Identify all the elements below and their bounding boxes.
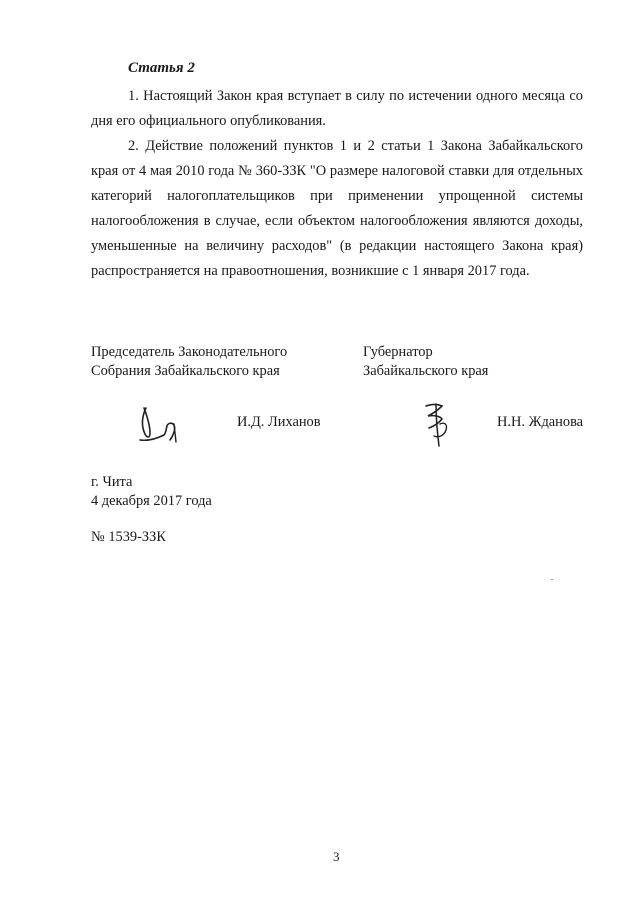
signing-date: 4 декабря 2017 года bbox=[91, 493, 212, 509]
law-number: № 1539-ЗЗК bbox=[91, 529, 166, 545]
chairman-title-line-2: Собрания Забайкальского края bbox=[91, 363, 280, 379]
place-date bbox=[91, 473, 212, 511]
article-paragraph-1: 1. Настоящий Закон края вступает в силу по истечении одного месяца со дня его официального опубликования. bbox=[91, 88, 583, 129]
governor-title-line-2: Забайкальского края bbox=[363, 363, 489, 379]
chairman-name: И.Д. Лиханов bbox=[237, 414, 321, 430]
page-number: 3 bbox=[333, 849, 340, 864]
governor-signature bbox=[420, 400, 456, 450]
article-heading: Статья 2 bbox=[128, 60, 195, 76]
governor-name: Н.Н. Жданова bbox=[497, 414, 584, 430]
article-body bbox=[91, 84, 583, 284]
scan-speck bbox=[551, 579, 553, 580]
governor-title bbox=[363, 343, 488, 381]
chairman-title-line-1: Председатель Законодательного bbox=[91, 344, 288, 360]
governor-title-line-1: Губернатор bbox=[363, 344, 433, 360]
chairman-signature bbox=[136, 402, 184, 446]
article-paragraph-2: 2. Действие положений пунктов 1 и 2 статьи 1 Закона Забайкальского края от 4 мая 2010 года № 360-ЗЗК "О размере налоговой ставки для отдельных категорий налогоплательщиков при применении упрощенной системы налогообложения в случае, если объектом налогообложения являются доходы, уменьшенные на величину расходов" (в редакции настоящего Закона края) распространяется на правоотношения, возникшие с 1 января 2017 года. bbox=[91, 138, 583, 279]
chairman-title bbox=[91, 343, 287, 381]
city: г. Чита bbox=[91, 474, 133, 490]
